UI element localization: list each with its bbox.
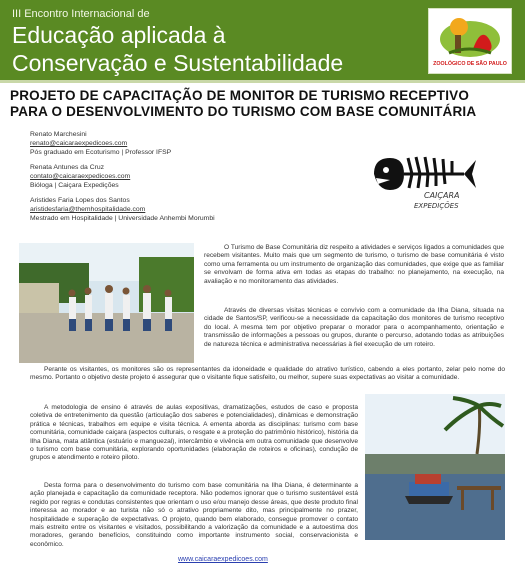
paragraph-methodology: A metodologia de ensino é através de aulas expositivas, dramatizações, estudos de caso e proposta coletiva de entretenimento da questão (articulação dos saberes e potencialidades), dinâmicas e demonstração prática e técnicas, trabalhos em equipe e visita técnica. A ementa aborda as disciplinas: turismo com base comunitária, comunidade caiçara (aspectos culturais, o resgate e a proteção do patrimônio histórico), história da Ilha Diana, mata atlântica (estuário e manguezal), intercâmbio e vivência em outra comunidade que desenvolve o turismo com base comunitária, explorando oportunidades (elaboração de roteiros e oficinas), condução de grupos e atendimento e roteiro piloto.: [30, 404, 358, 462]
event-title-line2: Conservação e Sustentabilidade: [12, 50, 344, 76]
author-role: Bióloga | Caiçara Expedições: [30, 182, 119, 189]
author-email[interactable]: renato@caicaraexpedicoes.com: [30, 140, 128, 147]
author-role: Mestrado em Hospitalidade | Universidade Anhembi Morumbi: [30, 215, 215, 222]
poster-title: [10, 88, 515, 120]
author-email[interactable]: aristidesfaria@themhospitalidade.com: [30, 206, 146, 213]
caicara-logo-line2: EXPEDIÇÕES: [414, 202, 459, 210]
zoo-logo-text: ZOOLÓGICO DE SÃO PAULO: [433, 61, 507, 67]
paragraph-conclusion: Desta forma para o desenvolvimento do turismo com base comunitária na Ilha Diana, é determinante a ação planejada e capacitação da comunidade receptora. Não podemos ignorar que o turismo sustentável está regido por regras e condutas consistentes que orientam o uso e/ou manejo desse áreas, que deste produto final interessa ao morador e ao turista não só o atrativo propriamente dito, mas principalmente no prazer, hospitalidade e superação de expectativas. O projeto, quando bem elaborado, consegue promover o contato mais estreito entre os visitantes e visitados, possibilitando a valorização da comunidade e a autoestima dos moradores, gerando benefícios, constituindo como importante instrumento social, conservacionista e econômico.: [30, 482, 358, 548]
paragraph-visits: Através de diversas visitas técnicas e convívio com a comunidade da Ilha Diana, situada na cidade de Santos/SP, verificou-se a necessidade da capacitação dos monitores de turismo receptivo do local. A mesma tem por objetivo preparar o morador para o acompanhamento, orientação e transmissão de informações a pessoas ou grupos, durante o percurso, adotando todas as atribuições de natureza técnica e administrativa necessárias à fiel execução de um roteiro.: [204, 307, 504, 348]
caicara-logo-line1: CAIÇARA: [424, 191, 460, 200]
zoo-logo-icon: [429, 9, 511, 61]
event-title-line1: Educação aplicada à: [12, 22, 226, 48]
author-name: Renata Antunes da Cruz: [30, 164, 105, 171]
author-email[interactable]: contato@caicaraexpedicoes.com: [30, 173, 131, 180]
island-boat-photo: [365, 394, 505, 540]
author-name: Aristides Faria Lopes dos Santos: [30, 197, 130, 204]
event-header: [0, 0, 525, 83]
paragraph-objective: Perante os visitantes, os monitores são os representantes da idoneidade e qualidade do atrativo turístico, cabendo a eles portanto, zelar pelo nome do mesmo. Portanto o objetivo deste projeto é assegurar que o visitante fique satisfeito, ou melhor, supere suas expectativas ao visitar a comunidade.: [30, 366, 505, 382]
event-name: III Encontro Internacional de: [12, 8, 150, 20]
caicara-fish-logo: [368, 150, 480, 212]
paragraph-intro: O Turismo de Base Comunitária diz respeito a atividades e serviços ligados a comunidades que recebem visitantes. Muito mais que um segmento de turismo, o turismo de base comunitária é visto como uma ferramenta ou um instrumento de organização das comunidades, que exige que as familiar se envolvam de forma ativa em todas as etapas do trabalho: no planejamento, na execução, na avaliação e no monitoramento das atividades.: [204, 244, 505, 285]
poster-title-line1: PROJETO DE CAPACITAÇÃO DE MONITOR DE TURISMO RECEPTIVO: [10, 88, 470, 103]
footer-url[interactable]: www.caicaraexpedicoes.com: [178, 556, 268, 563]
author-role: Pós graduado em Ecoturismo | Professor IFSP: [30, 149, 172, 156]
zoo-logo: [428, 8, 512, 74]
authors-block: [30, 130, 290, 223]
community-visit-photo: [19, 243, 194, 363]
author-name: Renato Marchesini: [30, 131, 87, 138]
poster-title-line2: PARA O DESENVOLVIMENTO DO TURISMO COM BASE COMUNITÁRIA: [10, 104, 477, 119]
